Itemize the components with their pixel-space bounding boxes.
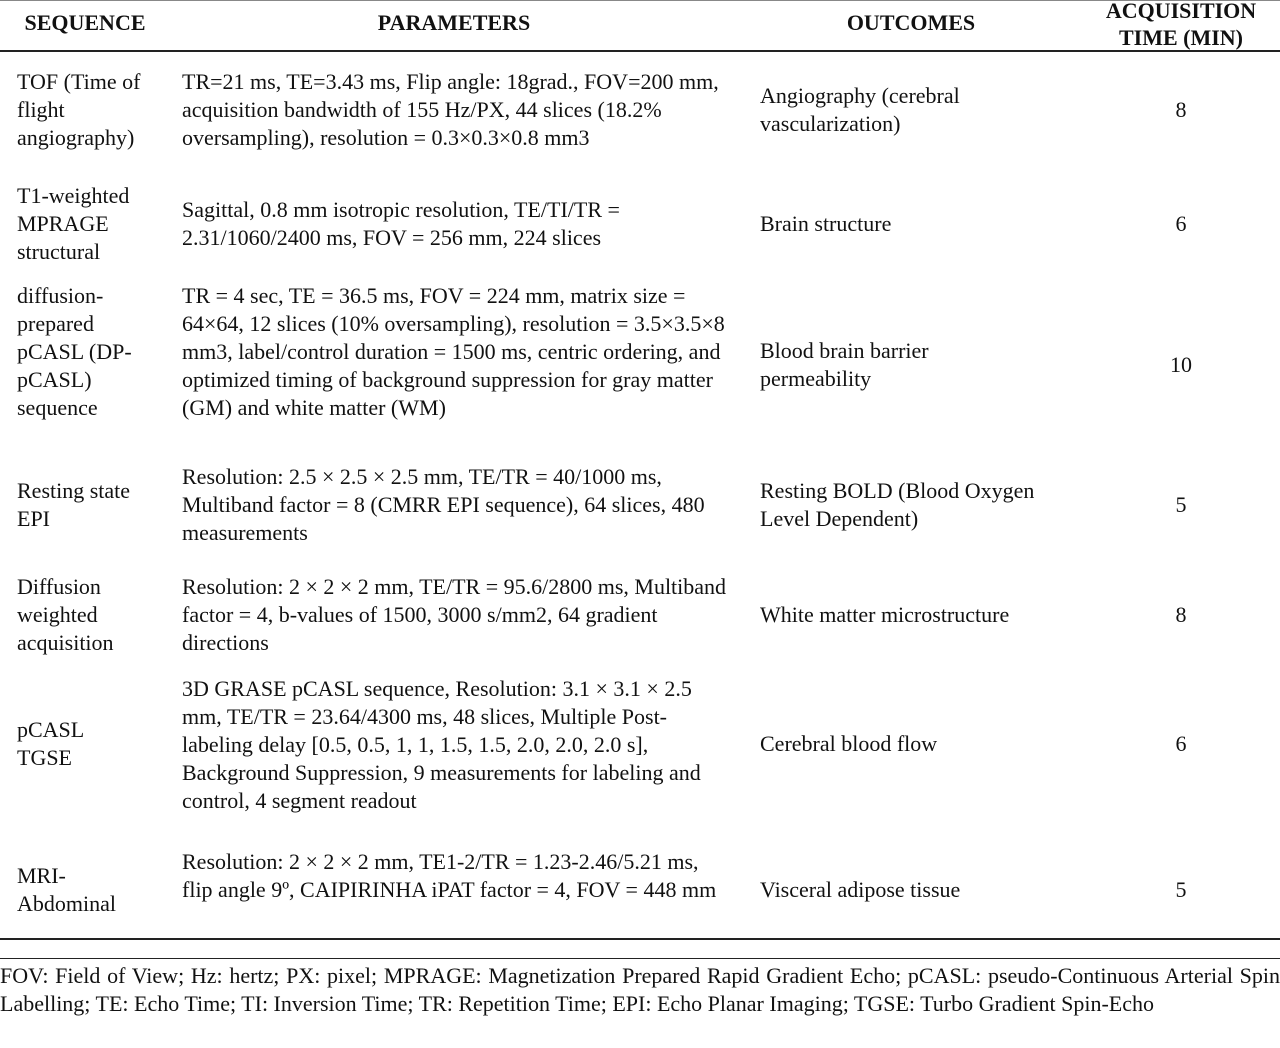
row-3-parameters: TR = 4 sec, TE = 36.5 ms, FOV = 224 mm, matrix size = 64×64, 12 slices (10% oversampling), resolution = 3.5×3.5×8 mm3, label/control duration = 1500 ms, centric ordering, and optimized timing of background suppression for gray matter (GM) and white matter (WM) (182, 283, 725, 420)
row-2-parameters: Sagittal, 0.8 mm isotropic resolution, TE/TI/TR = 2.31/1060/2400 ms, FOV = 256 mm, 224 slices (182, 197, 620, 250)
row-7-sequence: MRI-Abdominal (17, 863, 116, 916)
row-4-parameters: Resolution: 2.5 × 2.5 × 2.5 mm, TE/TR = 40/1000 ms, Multiband factor = 8 (CMRR EPI sequence), 64 slices, 480 measurements (182, 464, 705, 545)
row-7-parameters: Resolution: 2 × 2 × 2 mm, TE1-2/TR = 1.23-2.46/5.21 ms, flip angle 9º, CAIPIRINHA iPAT factor = 4, FOV = 448 mm (182, 849, 717, 902)
row-4-outcomes: Resting BOLD (Blood Oxygen Level Dependent) (760, 478, 1035, 531)
row-6-sequence: pCASL TGSE (17, 717, 84, 770)
row-3-sequence: diffusion-prepared pCASL (DP-pCASL) sequence (17, 283, 132, 420)
row-5-time: 8 (1175, 602, 1187, 627)
row-5-parameters: Resolution: 2 × 2 × 2 mm, TE/TR = 95.6/2800 ms, Multiband factor = 4, b-values of 1500, 3000 s/mm2, 64 gradient directions (182, 574, 727, 655)
row-2-time: 6 (1175, 211, 1187, 236)
row-4-sequence: Resting state EPI (17, 478, 131, 531)
row-1-sequence: TOF (Time of flight angiography) (17, 69, 141, 150)
row-3-time: 10 (1170, 352, 1192, 377)
row-6-outcomes: Cerebral blood flow (760, 731, 938, 756)
row-7-outcomes: Visceral adipose tissue (760, 877, 961, 902)
row-5-outcomes: White matter microstructure (760, 602, 1010, 627)
row-1-time: 8 (1175, 97, 1187, 122)
row-7-time: 5 (1175, 877, 1187, 902)
bottom-rule (0, 938, 1280, 940)
header-acquisition-time: ACQUISITION TIME (MIN) (1105, 0, 1257, 50)
row-2-sequence: T1-weighted MPRAGE structural (17, 183, 130, 264)
footnote-rule (0, 958, 1280, 959)
table-footnote: FOV: Field of View; Hz: hertz; PX: pixel; MPRAGE: Magnetization Prepared Rapid Gradient Echo; pCASL: pseudo-Continuous Arterial Spin Labelling; TE: Echo Time; TI: Inversion Time; TR: Repetition Time; EPI: Echo Planar Imaging; TGSE: Turbo Gradient Spin-Echo (0, 963, 1280, 1016)
header-outcomes: OUTCOMES (846, 10, 976, 35)
row-2-outcomes: Brain structure (760, 211, 892, 236)
row-1-parameters: TR=21 ms, TE=3.43 ms, Flip angle: 18grad., FOV=200 mm, acquisition bandwidth of 155 Hz/PX, 44 slices (18.2% oversampling), resolution = 0.3×0.3×0.8 mm3 (182, 69, 719, 150)
header-sequence: SEQUENCE (24, 10, 146, 35)
row-6-time: 6 (1175, 731, 1187, 756)
row-5-sequence: Diffusion weighted acquisition (17, 574, 114, 655)
row-1-outcomes: Angiography (cerebral vascularization) (760, 83, 960, 136)
row-4-time: 5 (1175, 492, 1187, 517)
header-parameters: PARAMETERS (377, 10, 531, 35)
row-3-outcomes: Blood brain barrier permeability (760, 338, 929, 391)
row-6-parameters: 3D GRASE pCASL sequence, Resolution: 3.1 × 3.1 × 2.5 mm, TE/TR = 23.64/4300 ms, 48 slices, Multiple Post-labeling delay [0.5, 0.5, 1, 1, 1.5, 1.5, 2.0, 2.0, 2.0 s], Background Suppression, 9 measurements for labeling and control, 4 segment readout (182, 676, 701, 813)
